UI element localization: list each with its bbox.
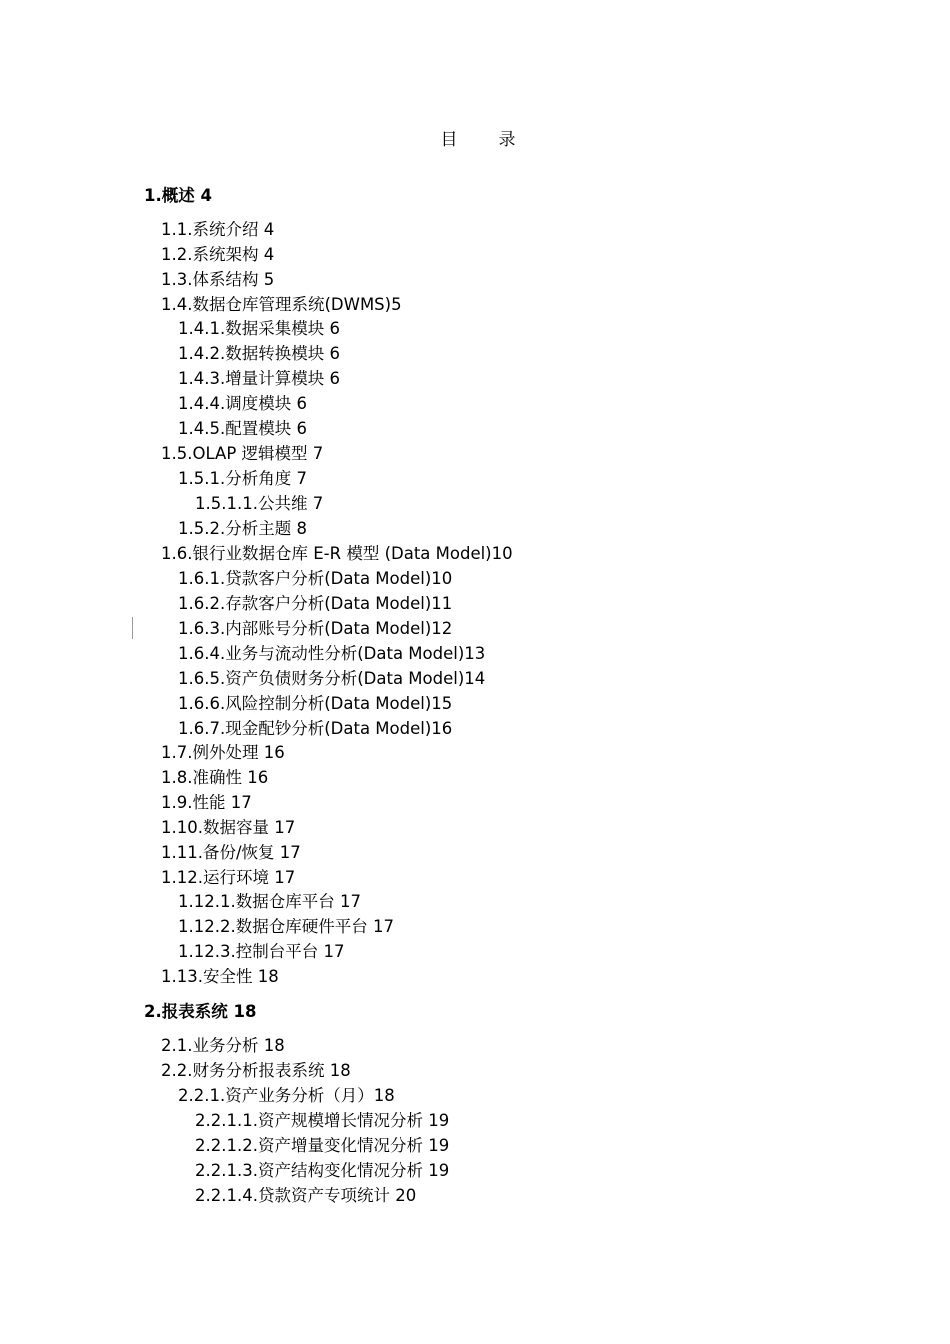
toc-entry[interactable]: 1.6.2.存款客户分析(Data Model)11	[178, 594, 453, 613]
toc-entry[interactable]: 1.6.银行业数据仓库 E-R 模型 (Data Model)10	[161, 544, 513, 563]
toc-entry[interactable]: 1.4.5.配置模块 6	[178, 419, 307, 438]
toc-entry[interactable]: 1.6.3.内部账号分析(Data Model)12	[178, 619, 453, 638]
toc-entry[interactable]: 1.4.1.数据采集模块 6	[178, 319, 340, 338]
toc-entry[interactable]: 1.5.1.分析角度 7	[178, 469, 307, 488]
toc-entry[interactable]: 2.1.业务分析 18	[161, 1036, 285, 1055]
toc-entry[interactable]: 1.2.系统架构 4	[161, 245, 275, 264]
toc-entry[interactable]: 1.12.2.数据仓库硬件平台 17	[178, 917, 394, 936]
toc-entry[interactable]: 1.4.3.增量计算模块 6	[178, 369, 340, 388]
toc-entry[interactable]: 1.4.2.数据转换模块 6	[178, 344, 340, 363]
toc-entry[interactable]: 1.5.1.1.公共维 7	[195, 494, 324, 513]
toc-entry[interactable]: 1.12.运行环境 17	[161, 868, 296, 887]
toc-entry[interactable]: 1.6.5.资产负债财务分析(Data Model)14	[178, 669, 486, 688]
toc-entry[interactable]: 1.8.准确性 16	[161, 768, 269, 787]
toc-entry[interactable]: 1.12.3.控制台平台 17	[178, 942, 345, 961]
toc-entry[interactable]: 1.10.数据容量 17	[161, 818, 296, 837]
toc-entry[interactable]: 1.12.1.数据仓库平台 17	[178, 892, 361, 911]
toc-entry[interactable]: 1.11.备份/恢复 17	[161, 843, 301, 862]
toc-entry[interactable]: 2.2.1.1.资产规模增长情况分析 19	[195, 1111, 450, 1130]
toc-entry[interactable]: 1.9.性能 17	[161, 793, 252, 812]
toc-entry[interactable]: 2.2.1.4.贷款资产专项统计 20	[195, 1186, 417, 1205]
toc-entry[interactable]: 1.4.数据仓库管理系统(DWMS)5	[161, 295, 402, 314]
toc-entry[interactable]: 2.2.1.3.资产结构变化情况分析 19	[195, 1161, 450, 1180]
toc-entry[interactable]: 1.5.OLAP 逻辑模型 7	[161, 444, 324, 463]
toc-entry[interactable]: 2.报表系统 18	[144, 1002, 257, 1021]
toc-entry[interactable]: 1.7.例外处理 16	[161, 743, 285, 762]
toc-entry[interactable]: 1.3.体系结构 5	[161, 270, 275, 289]
toc-entry[interactable]: 2.2.1.2.资产增量变化情况分析 19	[195, 1136, 450, 1155]
toc-entry[interactable]: 1.6.7.现金配钞分析(Data Model)16	[178, 719, 453, 738]
toc-entry[interactable]: 1.4.4.调度模块 6	[178, 394, 307, 413]
toc-entry[interactable]: 1.概述 4	[144, 186, 212, 205]
toc-entry[interactable]: 1.6.6.风险控制分析(Data Model)15	[178, 694, 453, 713]
toc-entry[interactable]: 1.13.安全性 18	[161, 967, 279, 986]
toc-entry[interactable]: 1.6.4.业务与流动性分析(Data Model)13	[178, 644, 486, 663]
toc-entry[interactable]: 1.6.1.贷款客户分析(Data Model)10	[178, 569, 453, 588]
toc-title: 目 录	[440, 130, 528, 150]
toc-entry[interactable]: 1.5.2.分析主题 8	[178, 519, 307, 538]
toc-entry[interactable]: 1.1.系统介绍 4	[161, 220, 275, 239]
toc-entry[interactable]: 2.2.财务分析报表系统 18	[161, 1061, 351, 1080]
toc-entry[interactable]: 2.2.1.资产业务分析（月）18	[178, 1086, 395, 1105]
